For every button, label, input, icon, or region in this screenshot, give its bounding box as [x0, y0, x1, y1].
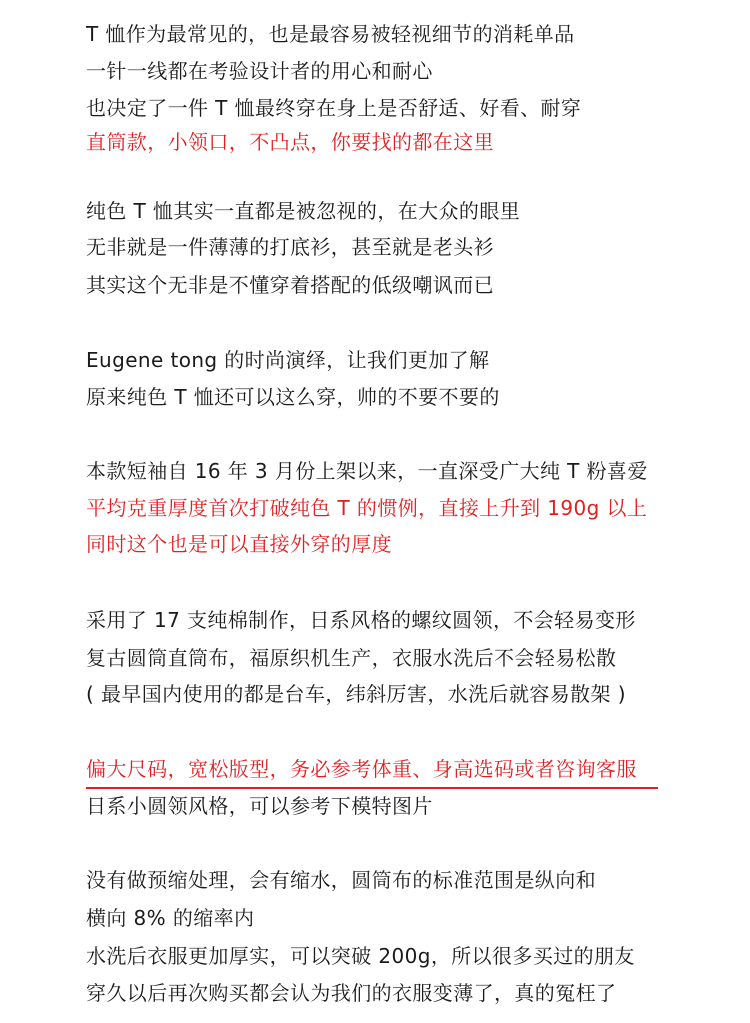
text-line: 没有做预缩处理，会有缩水，圆筒布的标准范围是纵向和	[86, 868, 596, 892]
text-line: 水洗后衣服更加厚实，可以突破 200g，所以很多买过的朋友	[86, 944, 635, 968]
text-line: 其实这个无非是不懂穿着搭配的低级嘲讽而已	[86, 273, 494, 297]
text-line: 横向 8% 的缩率内	[86, 906, 255, 930]
text-line: T 恤作为最常见的，也是最容易被轻视细节的消耗单品	[86, 22, 575, 46]
highlight-text-line: 偏大尺码，宽松版型，务必参考体重、身高选码或者咨询客服	[86, 757, 637, 781]
text-line: 原来纯色 T 恤还可以这么穿，帅的不要不要的	[86, 385, 500, 409]
highlight-text-line: 平均克重厚度首次打破纯色 T 的惯例，直接上升到 190g 以上	[86, 496, 648, 520]
text-line: 日系小圆领风格，可以参考下模特图片	[86, 794, 433, 818]
text-line: 穿久以后再次购买都会认为我们的衣服变薄了，真的冤枉了	[86, 981, 617, 1005]
highlight-text-line: 同时这个也是可以直接外穿的厚度	[86, 532, 392, 556]
text-line: ( 最早国内使用的都是台车，纬斜厉害，水洗后就容易散架 )	[86, 682, 626, 706]
text-line: 采用了 17 支纯棉制作，日系风格的螺纹圆领，不会轻易变形	[86, 608, 636, 632]
text-line: 无非就是一件薄薄的打底衫，甚至就是老头衫	[86, 235, 494, 259]
text-line: 也决定了一件 T 恤最终穿在身上是否舒适、好看、耐穿	[86, 96, 582, 120]
highlight-text-line: 直筒款，小领口，不凸点，你要找的都在这里	[86, 130, 494, 154]
text-line: Eugene tong 的时尚演绎，让我们更加了解	[86, 348, 490, 372]
text-line: 本款短袖自 16 年 3 月份上架以来，一直深受广大纯 T 粉喜爱	[86, 459, 648, 483]
text-line: 复古圆筒直筒布，福原织机生产，衣服水洗后不会轻易松散	[86, 646, 617, 670]
text-line: 一针一线都在考验设计者的用心和耐心	[86, 59, 433, 83]
red-underline-divider	[86, 787, 658, 789]
text-line: 纯色 T 恤其实一直都是被忽视的，在大众的眼里	[86, 199, 521, 223]
